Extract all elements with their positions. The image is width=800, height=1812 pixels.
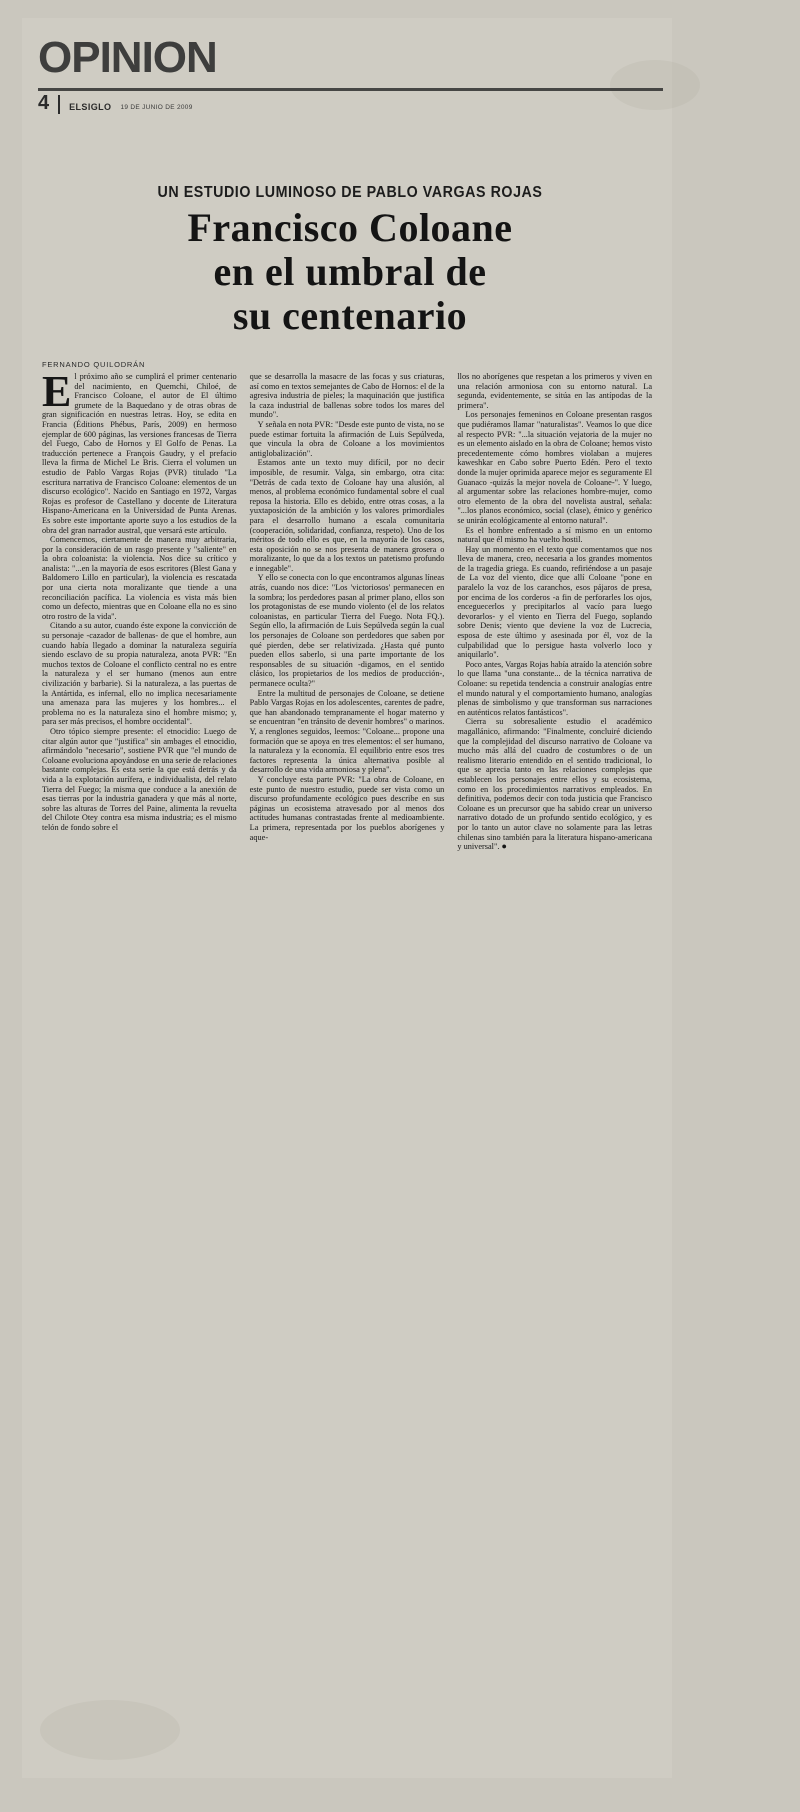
paper-name: ELSIGLO <box>69 102 112 112</box>
paragraph: Comencemos, ciertamente de manera muy arbitraria, por la consideración de un rasgo presente y "saliente" en la obra coloanista: la violencia. Nos dice su crítico y analista: "...en la mayoría de esos escritores (Blest Gana y Baldomero Lillo en particular), la violencia es rescatada por una cierta nota moralizante que tiende a una reconciliación pacífica. La violencia es vista más bien como un defecto, mientras que en Coloane ella no es sino otro rostro de la vida". <box>42 535 237 621</box>
paragraph: Los personajes femeninos en Coloane presentan rasgos que pudiéramos llamar "naturalistas". Veamos lo que dice al respecto PVR: "...la situación vejatoria de la mujer no es un elemento aislado en la obra de Coloane; hemos visto precedentemente cómo hombres violaban a mujeres kaweshkar en Cabo sobre Puerto Edén. Pero el texto donde la mujer oprimida aparece mejor es seguramente El Guanaco -quizás la mejor novela de Coloane-". Y luego, al argumentar sobre las relaciones hombre-mujer, como otro elemento de la obra del novelista austral, señala: "...los planos económico, social (clase), étnico y genérico se unirán ecológicamente al entorno natural". <box>457 410 653 525</box>
paragraph: Y concluye esta parte PVR: "La obra de Coloane, en este punto de nuestro estudio, puede ser vista como un discurso profundamente ecológico pues describe en sus páginas un ecosistema atravesado por al menos dos actitudes humanas contrastadas frente al medioambiente. La primera, representada por los pueblos aborígenes y aque- <box>249 774 445 842</box>
article-headline <box>60 206 640 338</box>
headline-line-2: en el umbral de <box>213 249 487 294</box>
article-byline: FERNANDO QUILODRÁN <box>42 360 146 369</box>
column-2 <box>250 372 445 1742</box>
paragraph: Y señala en nota PVR: "Desde este punto de vista, no se puede estimar fortuita la afirmación de Luis Sepúlveda, que vincula la obra de Coloane a los movimientos antiglobalización". <box>249 419 445 458</box>
masthead-divider <box>38 88 663 91</box>
end-mark: ● <box>501 841 507 852</box>
paragraph-last <box>457 717 652 851</box>
paragraph: Poco antes, Vargas Rojas había atraído la atención sobre lo que llama "una constante... de la técnica narrativa de Coloane: su repetida tendencia a construir analogías entre el mundo natural y el comportamiento humano, analogías plenas de simbolismo y que transforman sus narraciones en auténticos relatos fantásticos". <box>457 659 653 717</box>
paragraph: Otro tópico siempre presente: el etnocidio: Luego de citar algún autor que "justifica" sin ambages el etnocidio, afirmándolo "necesario", sostiene PVR que "el mundo de Coloane evoluciona apoyándose en una serie de relaciones bastante complejas. Es esta serie la que está detrás y da vida a la explotación aurífera, e individualista, del relato Tierra del Fuego; la misma que conduce a la anexión de esas tierras por la industria ganadera y que más al norte, sobre las alturas de Torres del Paine, alimenta la revuelta del Chilote Otey contra esa misma industria; es el mismo telón de fondo sobre el <box>42 726 237 832</box>
headline-line-3: su centenario <box>232 293 468 338</box>
article-body <box>42 367 653 1742</box>
issue-date: 19 DE JUNIO DE 2009 <box>120 104 193 111</box>
section-title: OPINION <box>38 33 217 82</box>
paragraph: Entre la multitud de personajes de Coloane, se detiene Pablo Vargas Rojas en los adolescentes, carentes de padre, que han abandonado tempranamente el hogar materno y se encuentran "en tránsito de devenir hombres" o marinos. Y, a renglones seguidos, leemos: "Coloane... propone una formación que se apoya en tres elementos: el ser humano, la naturaleza y la economía. El equilibrio entre esos tres factores representa la única alternativa posible al desarrollo de una vida armoniosa y plena". <box>249 688 445 775</box>
folio-divider <box>58 95 60 114</box>
paragraph: llos no aborígenes que respetan a los primeros y viven en una relación armoniosa con su entorno natural. La segunda, evidentemente, se sitúa en las antípodas de la primera". <box>457 372 653 410</box>
paragraph: El próximo año se cumplirá el primer centenario del nacimiento, en Quemchi, Chiloé, de Francisco Coloane, el autor de El último grumete de la Baquedano y de otras obras de gran significación en nuestras letras. Hoy, se edita en Francia (Éditions Phébus, París, 2009) en hermoso ejemplar de 600 páginas, las versiones francesas de Tierra del Fuego, Cabo de Hornos y El Golfo de Penas. La traducción pertenece a François Gaudry, y el prefacio lleva la firma de Michel Le Bris. Cierra el volumen un estudio de Pablo Vargas Rojas (PVR) titulado "La escritura narrativa de Francisco Coloane: elementos de un discurso ecológico". Nacido en Santiago en 1972, Vargas Rojas es profesor de Castellano y docente de Literatura Hispano-Americana en la Universidad de Punta Arenas. Es sobre este importante aporte suyo a los estudios de la obra del gran narrador austral, que versará este artículo. <box>42 367 237 535</box>
paragraph: Y ello se conecta con lo que encontramos algunas líneas atrás, cuando nos dice: "Los 'victoriosos' permanecen en la sombra; los perdedores pasan al primer plano, ellos son los protagonistas de ese mundo violento (el de los relatos coloanistas, en particular Tierra del Fuego. Nota FQ.). Según ello, la afirmación de Luis Sepúlveda según la cual los personajes de Coloane son perdedores que saben por qué pierden, debe ser relativizada. ¿Hasta qué punto pueden ellos saberlo, si una parte importante de los responsables de su situación -digamos, en el sentido clásico, los propietarios de los medios de producción-, permanece oculta?" <box>249 573 445 688</box>
paragraph: que se desarrolla la masacre de las focas y sus criaturas, así como en textos semejantes de Cabo de Hornos: el de la agresiva industria de pieles; la maquinación que justifica la caza industrial de ballenas sobre todos los mares del mundo". <box>249 372 445 420</box>
paragraph: Estamos ante un texto muy difícil, por no decir imposible, de resumir. Valga, sin embargo, otra cita: "Detrás de cada texto de Coloane hay una alusión, al menos, al problema económico fundamental sobre el cual reposa la historia. Ello es debido, entre otras cosas, a la yuxtaposición de la ambición y los valores primordiales para el desarrollo humano a escala comunitaria (cooperación, solidaridad, confianza, respeto). Uno de los méritos de todo ello es que, en la mayoría de los casos, esta oposición no se nos presenta de manera grosera o moralizante, lo que da a los textos un patetismo profundo e innegable". <box>249 458 445 573</box>
paragraph: Hay un momento en el texto que comentamos que nos lleva de manera, creo, necesaria a los grandes momentos de la tragedia griega. Es cuando, refiriéndose a un pasaje de La voz del viento, dice que allí Coloane "pone en paralelo la voz de los caranchos, esos pájaros de presa, por encima de los corderos -a fin de perforarles los ojos, enceguecerlos y precipitarlos al vacío para luego devorarlos- y el viento en Tierra del Fuego, soplando sobre Denis; viento que deviene la voz de Lucrecia, esposa de este último y asesinada por él, voz de la culpabilidad que lo persigue hasta volverlo loco y aniquilarlo". <box>457 544 653 660</box>
page-number: 4 <box>38 92 50 114</box>
headline-line-1: Francisco Coloane <box>187 205 513 250</box>
column-1 <box>42 367 237 1742</box>
column-3 <box>457 372 652 1742</box>
folio-row <box>38 92 193 115</box>
article-kicker: UN ESTUDIO LUMINOSO DE PABLO VARGAS ROJAS <box>157 184 543 201</box>
paragraph-text: Cierra su sobresaliente estudio el académico magallánico, afirmando: "Finalmente, concluiré diciendo que la complejidad del discurso narrativo de Coloane va mucho más allá del cuadro de costumbres o de un realismo literario entendido en el sentido tradicional, lo que se aprecia tanto en las relaciones complejas que establecen los personajes entre ellos y su ecosistema, como en los procedimientos narrativos empleados. En definitiva, podemos decir con toda justicia que Francisco Coloane es un precursor que ha sabido crear un universo narrativo dotado de un profundo sentido ecológico, y es por lo tanto un autor clave no solamente para las letras chilenas sino también para la literatura hispano-americana y universal". <box>457 717 653 852</box>
paragraph: Es el hombre enfrentado a sí mismo en un entorno natural que él mismo ha vuelto hostil. <box>457 525 653 545</box>
masthead <box>38 33 338 82</box>
paragraph: Citando a su autor, cuando éste expone la convicción de su personaje -cazador de ballenas- de que el hombre, aun cuando había llegado a dominar la naturaleza seguiría siendo esclavo de su propia naturaleza, anota PVR: "En muchos textos de Coloane el conflicto central no es entre la naturaleza y el ser humano (menos aun entre civilización y barbarie). Si la naturaleza, a las puertas de la Antártida, es infernal, ello no implica necesariamente una amenaza para las mujeres y los hombres... el problema no es la naturaleza sino el hombre mismo; y, para ser más precisos, el hombre occidental". <box>42 621 237 727</box>
